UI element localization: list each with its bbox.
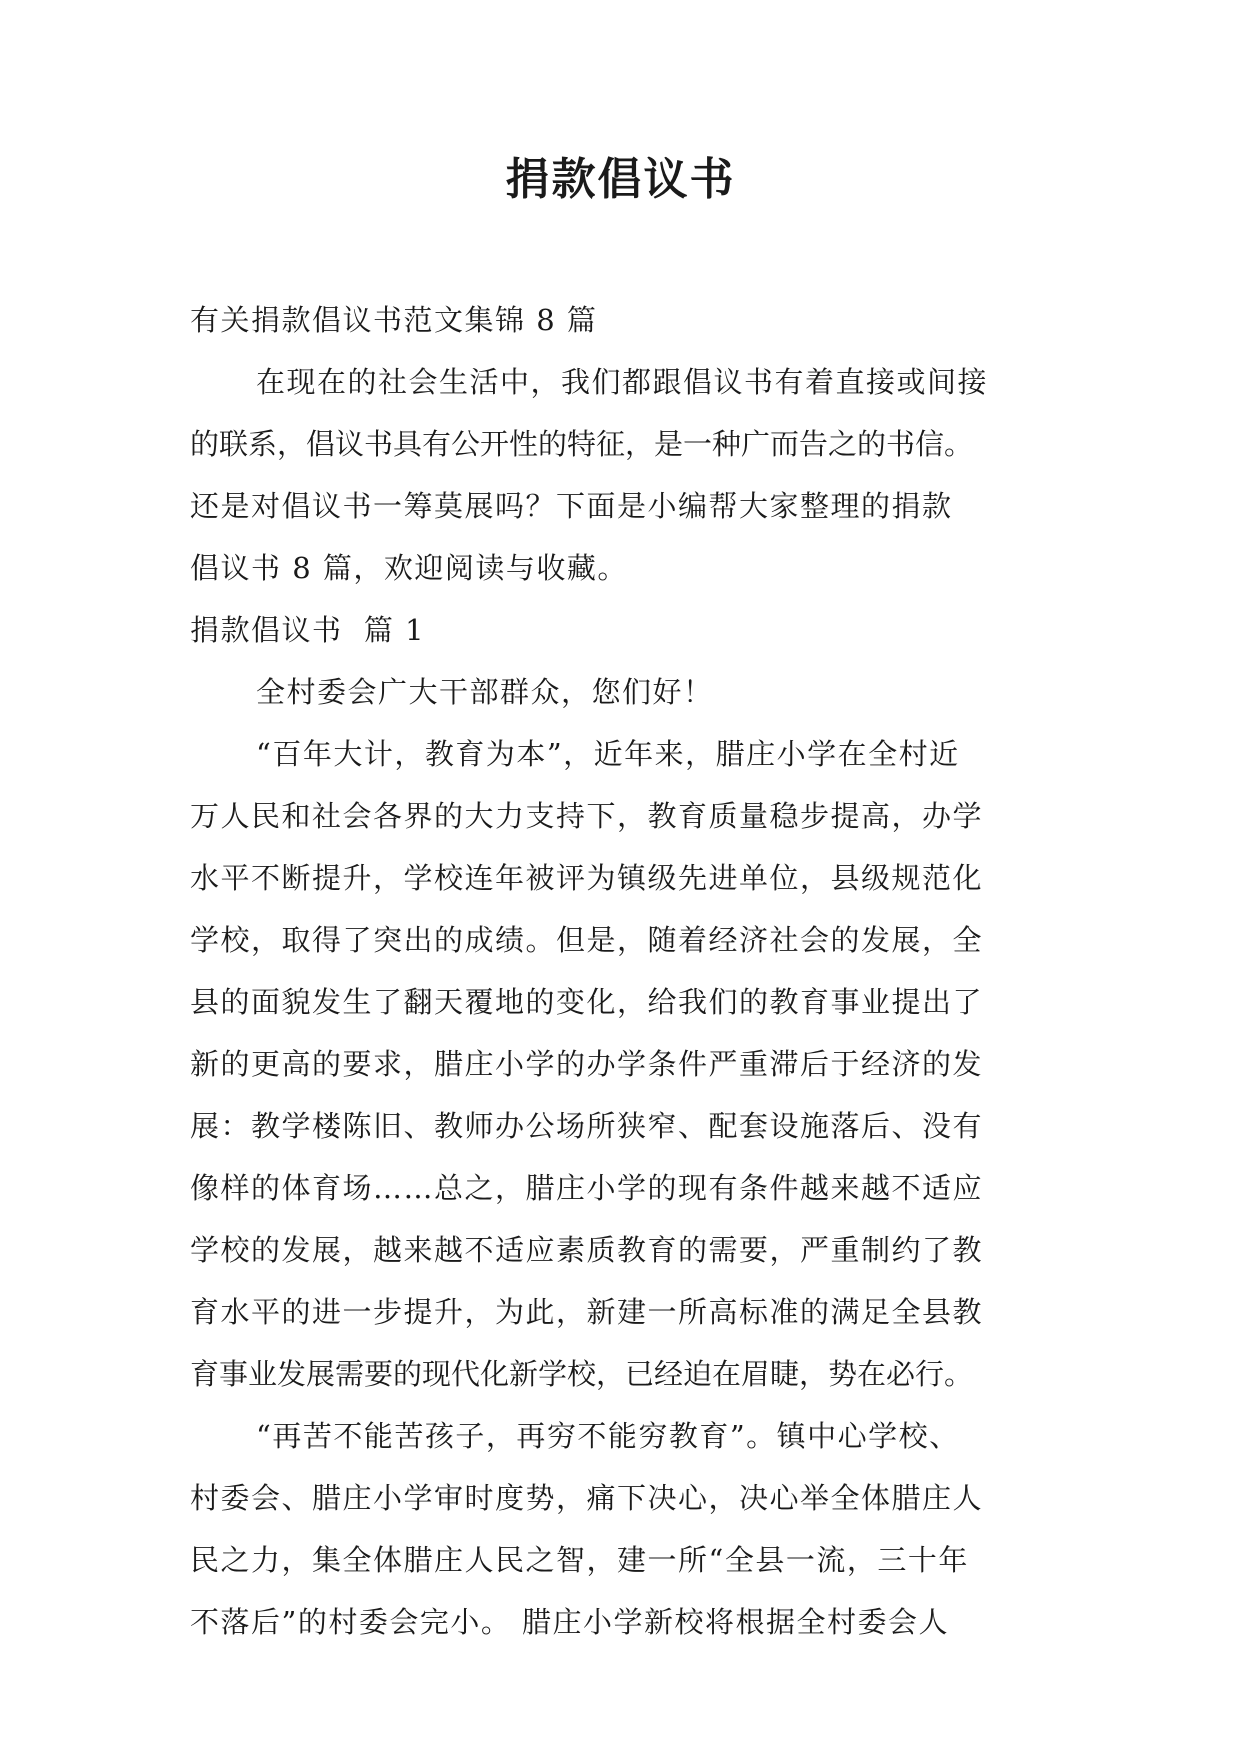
text-line: 的联系，倡议书具有公开性的特征，是一种广而告之的书信。: [190, 427, 974, 461]
text-line: 不落后”的村委会完小。 腊庄小学新校将根据全村委会人: [190, 1605, 950, 1639]
text-line: 学校的发展，越来越不适应素质教育的需要，严重制约了教: [190, 1233, 984, 1267]
text-line: 万人民和社会各界的大力支持下，教育质量稳步提高，办学: [190, 799, 984, 833]
document-title: 捐款倡议书: [505, 154, 736, 205]
text-line: 水平不断提升，学校连年被评为镇级先进单位，县级规范化: [190, 861, 984, 895]
text-line: 像样的体育场……总之，腊庄小学的现有条件越来越不适应: [190, 1171, 984, 1205]
text-line: 在现在的社会生活中，我们都跟倡议书有着直接或间接: [256, 365, 989, 399]
paragraph-1: [190, 723, 1060, 1405]
text-line: “百年大计，教育为本”，近年来，腊庄小学在全村近: [256, 737, 960, 771]
text-line: 育事业发展需要的现代化新学校，已经迫在眉睫，势在必行。: [190, 1357, 974, 1391]
text-line: 民之力，集全体腊庄人民之智，建一所“全县一流，三十年: [190, 1543, 969, 1577]
text-line: 还是对倡议书一筹莫展吗？下面是小编帮大家整理的捐款: [190, 489, 953, 523]
text-line: 育水平的进一步提升，为此，新建一所高标准的满足全县教: [190, 1295, 984, 1329]
text-line: 展：教学楼陈旧、教师办公场所狭窄、配套设施落后、没有: [190, 1109, 984, 1143]
text-line: 县的面貌发生了翻天覆地的变化，给我们的教育事业提出了: [190, 985, 984, 1019]
paragraph-2: [190, 1405, 1060, 1653]
text-line: 倡议书 8 篇，欢迎阅读与收藏。: [190, 551, 628, 585]
text-line: 学校，取得了突出的成绩。但是，随着经济社会的发展，全: [190, 923, 984, 957]
document-subtitle: 有关捐款倡议书范文集锦 8 篇: [190, 303, 598, 337]
text-line: 村委会、腊庄小学审时度势，痛下决心，决心举全体腊庄人: [190, 1481, 984, 1515]
text-line: 新的更高的要求，腊庄小学的办学条件严重滞后于经济的发: [190, 1047, 984, 1081]
section-heading: 捐款倡议书 篇 1: [190, 613, 426, 647]
greeting-line: 全村委会广大干部群众，您们好！: [256, 675, 714, 709]
document-body: [190, 289, 1060, 1653]
text-line: “再苦不能苦孩子，再穷不能穷教育”。镇中心学校、: [256, 1419, 960, 1453]
intro-paragraph: [190, 351, 1060, 599]
